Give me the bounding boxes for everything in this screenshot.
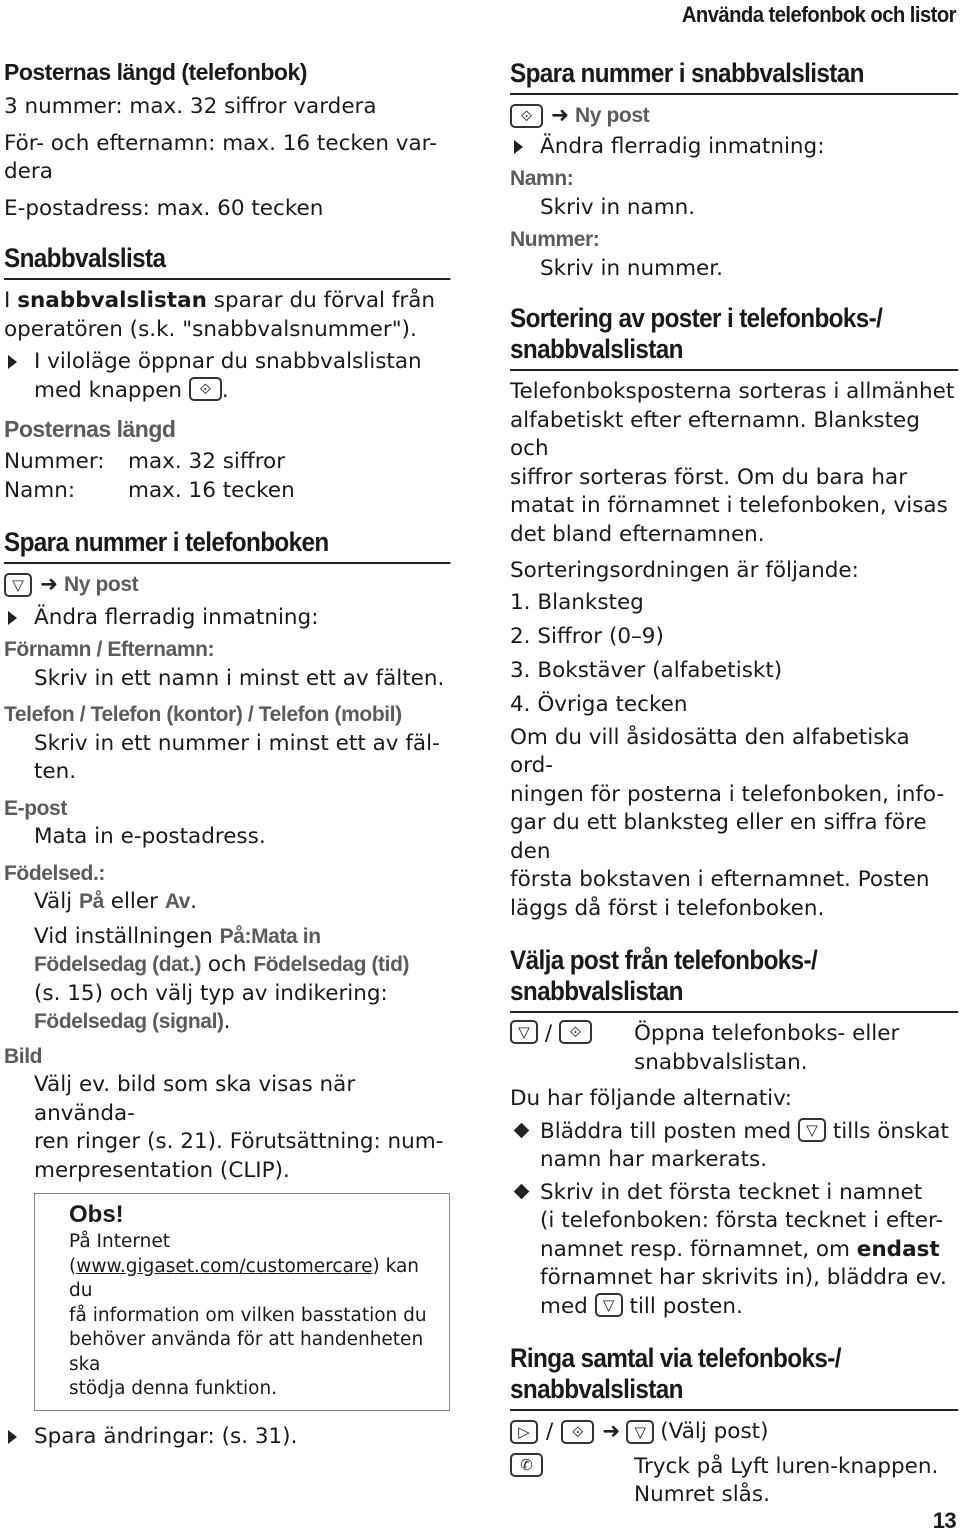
- field-label: Bild: [4, 1044, 43, 1068]
- list-item: 2. Siffror (0–9): [510, 623, 664, 649]
- call-section: [510, 1418, 958, 1510]
- talk-key-row: ✆ Tryck på Lyft luren-knappen. Numret slås.: [510, 1453, 958, 1510]
- entry-length-line: E-postadress: max. 60 tecken: [4, 195, 324, 221]
- field-text: Skriv in namn.: [540, 194, 696, 220]
- note-line: stödja denna funktion.: [69, 1378, 278, 1399]
- speed-dial-intro: I snabbvalslistan sparar du förval från: [4, 288, 436, 313]
- field-text: Födelsedag (signal).: [34, 1009, 231, 1034]
- field-label: E-post: [4, 796, 67, 820]
- field-label: Födelsed.:: [4, 861, 106, 885]
- list-item: 4. Övriga tecken: [510, 691, 688, 717]
- customer-care-link[interactable]: www.gigaset.com/customercare: [76, 1255, 373, 1277]
- save-changes-bullet: Spara ändringar: (s. 31).: [4, 1423, 450, 1452]
- entry-length-title: Posternas längd (telefonbok): [4, 59, 307, 85]
- speed-dial-intro-2: operatören (s.k. "snabbvalsnummer").: [4, 316, 417, 342]
- phonebook-key-icon: ▽: [595, 1293, 623, 1317]
- speed-dial-key-icon: ⟐: [561, 1420, 594, 1444]
- triangle-bullet-icon: [510, 133, 540, 162]
- field-text: Skriv in nummer.: [540, 255, 723, 281]
- call-path: ▷ / ⟐ ➜ ▽ (Välj post): [510, 1418, 958, 1447]
- save-speed-heading: Spara nummer i snabbvalslistan: [510, 58, 958, 95]
- note-line: (www.gigaset.com/customercare) kan du: [69, 1255, 420, 1301]
- phonebook-key-icon: ▽: [4, 573, 32, 597]
- diamond-bullet-icon: [510, 1118, 540, 1147]
- field-label: Telefon / Telefon (kontor) / Telefon (mobil): [4, 703, 402, 726]
- alternative-item: Bläddra till posten med ▽ tills önskat namn har markerats.: [510, 1118, 958, 1175]
- field-text: Vid inställningen På:Mata in: [34, 923, 321, 949]
- diamond-bullet-icon: [510, 1179, 540, 1208]
- call-heading: Ringa samtal via telefonboks-/ snabbvalslistan: [510, 1343, 958, 1411]
- sorting-section: [510, 378, 958, 923]
- field-text: Skriv in ett nummer i minst ett av fäl-: [34, 730, 440, 756]
- triangle-bullet-icon: [4, 604, 34, 633]
- arrow-right-icon: ➜: [551, 103, 570, 128]
- arrow-right-icon: ➜: [40, 572, 59, 597]
- speed-dial-section: [4, 287, 450, 505]
- entry-length-line: För- och efternamn: max. 16 tecken var-: [4, 130, 437, 156]
- entry-length-line: 3 nummer: max. 32 siffror vardera: [4, 94, 377, 119]
- open-list-row: ▽ / ⟐ Öppna telefonboks- eller snabbvalslistan.: [510, 1020, 958, 1077]
- redial-key-icon: ▷: [510, 1420, 538, 1444]
- menu-item-new-entry: Ny post: [575, 104, 650, 127]
- field-text: Mata in e-postadress.: [34, 824, 266, 849]
- field-text: merpresentation (CLIP).: [34, 1157, 290, 1183]
- speed-dial-bullet: I viloläge öppnar du snabbvalslistan med knappen ⟐ .: [4, 348, 450, 405]
- triangle-bullet-icon: [4, 348, 34, 377]
- entry-length-line: dera: [4, 159, 53, 184]
- phonebook-key-icon: ▽: [626, 1420, 654, 1444]
- alternative-item: Skriv in det första tecknet i namnet (i telefonboken: första tecknet i efter- namnet resp. förnamnet, om endast förnamnet har skrivits in), bläddra ev. med ▽ till posten.: [510, 1179, 958, 1322]
- speed-dial-key-icon: ⟐: [189, 377, 222, 401]
- menu-path: [510, 102, 958, 131]
- menu-path: [4, 571, 450, 600]
- field-label: Förnamn / Efternamn:: [4, 638, 215, 661]
- save-phonebook-heading: Spara nummer i telefonboken: [4, 527, 450, 564]
- note-line: På Internet: [69, 1231, 171, 1252]
- alternatives-intro: Du har följande alternativ:: [510, 1086, 792, 1111]
- speed-dial-key-icon: ⟐: [510, 104, 543, 128]
- field-text: (s. 15) och välj typ av indikering:: [34, 980, 388, 1006]
- sorting-para-2: Om du vill åsidosätta den alfabetiska ord- ningen för posterna i telefonboken, info- gar du ett blanksteg eller en siffra före den första bokstaven i efternamnet. Posten läggs då först i telefonboken.: [510, 724, 945, 921]
- field-text: ten.: [34, 759, 77, 784]
- field-text: ren ringer (s. 21). Förutsättning: num-: [34, 1129, 444, 1154]
- note-box: [34, 1193, 450, 1411]
- field-label: Namn:: [510, 167, 574, 190]
- right-column: [510, 58, 958, 1510]
- field-text: Födelsedag (dat.) och Födelsedag (tid): [34, 952, 410, 977]
- select-entry-section: [510, 1020, 958, 1321]
- length-row: Namn: max. 16 tecken: [4, 477, 295, 503]
- edit-bullet: Ändra flerradig inmatning:: [4, 604, 450, 633]
- list-item: 3. Bokstäver (alfabetiskt): [510, 657, 783, 683]
- sort-order-intro: Sorteringsordningen är följande:: [510, 558, 859, 583]
- entry-length-subtitle: Posternas längd: [4, 416, 176, 442]
- page-number: 13: [932, 1508, 956, 1533]
- menu-item-new-entry: Ny post: [64, 573, 139, 596]
- sorting-para: Telefonboksposterna sorteras i allmänhet alfabetiskt efter efternamn. Blanksteg och siffror sorteras först. Om du bara har matat in förnamnet i telefonboken, visas det bland efternamnen.: [510, 379, 955, 547]
- running-header: Använda telefonbok och listor: [681, 2, 956, 27]
- note-title: Obs!: [69, 1201, 124, 1228]
- field-text: Välj ev. bild som ska visas när använda-: [34, 1072, 356, 1126]
- note-line: behöver använda för att handenheten ska: [69, 1329, 424, 1375]
- sorting-heading: Sortering av poster i telefonboks-/ snabbvalslistan: [510, 303, 958, 371]
- list-item: 1. Blanksteg: [510, 589, 644, 615]
- talk-key-icon: ✆: [510, 1453, 543, 1477]
- speed-dial-heading: Snabbvalslista: [4, 243, 450, 280]
- field-text: Skriv in ett namn i minst ett av fälten.: [34, 665, 445, 691]
- field-label: Nummer:: [510, 228, 600, 251]
- save-phonebook-section: [4, 571, 450, 1451]
- field-text: Välj På eller Av.: [34, 889, 197, 914]
- note-line: få information om vilken basstation du: [69, 1304, 427, 1326]
- arrow-right-icon: ➜: [602, 1419, 621, 1444]
- left-column: [4, 58, 450, 1451]
- speed-dial-key-icon: ⟐: [559, 1020, 592, 1044]
- phonebook-key-icon: ▽: [798, 1118, 826, 1142]
- edit-bullet: Ändra flerradig inmatning:: [510, 133, 958, 162]
- triangle-bullet-icon: [4, 1423, 34, 1452]
- select-entry-heading: Välja post från telefonboks-/ snabbvalslistan: [510, 945, 958, 1013]
- length-row: Nummer: max. 32 siffror: [4, 449, 286, 474]
- phonebook-key-icon: ▽: [510, 1020, 538, 1044]
- entry-length-section: [4, 58, 450, 223]
- sort-order-list: [510, 586, 958, 722]
- save-speed-section: [510, 102, 958, 283]
